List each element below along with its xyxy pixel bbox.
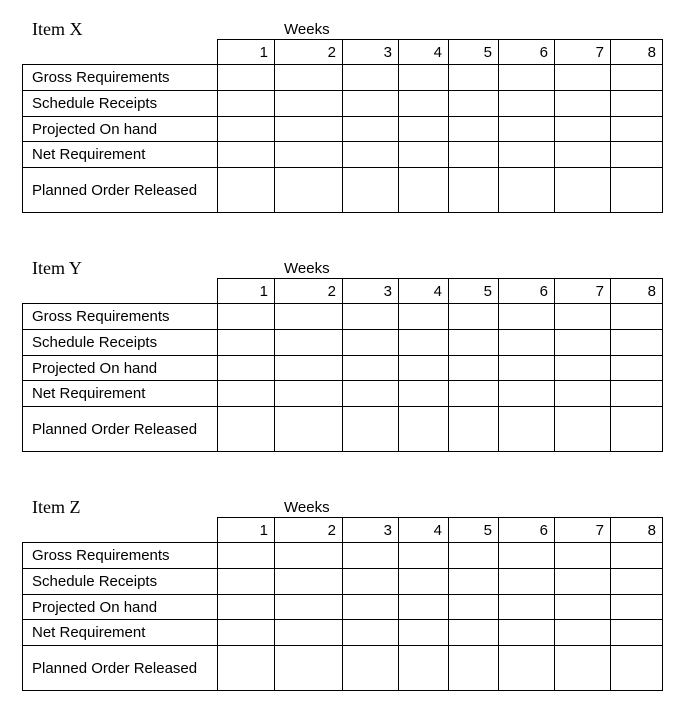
empty-cell [499, 91, 555, 117]
empty-cell [555, 168, 611, 213]
week-number: 3 [343, 40, 399, 65]
row-planned-order-released [23, 646, 663, 691]
empty-cell [555, 407, 611, 452]
week-number: 2 [275, 518, 343, 543]
empty-cell [611, 407, 663, 452]
empty-cell [611, 595, 663, 620]
row-label: Planned Order Released [23, 646, 218, 691]
empty-cell [275, 330, 343, 356]
empty-cell [499, 168, 555, 213]
empty-cell [611, 330, 663, 356]
empty-cell [499, 356, 555, 381]
empty-cell [555, 91, 611, 117]
row-net-requirement [23, 620, 663, 646]
empty-cell [499, 381, 555, 407]
blank-corner-cell [23, 40, 218, 65]
week-number: 7 [555, 518, 611, 543]
empty-cell [449, 407, 499, 452]
empty-cell [499, 595, 555, 620]
row-planned-order-released [23, 168, 663, 213]
empty-cell [275, 620, 343, 646]
weeks-label: Weeks [284, 499, 330, 516]
week-header-row [23, 518, 663, 543]
empty-cell [611, 117, 663, 142]
empty-cell [343, 168, 399, 213]
empty-cell [449, 381, 499, 407]
empty-cell [449, 620, 499, 646]
week-number: 1 [218, 518, 275, 543]
empty-cell [611, 142, 663, 168]
empty-cell [611, 543, 663, 569]
mrp-table [22, 278, 663, 452]
empty-cell [275, 381, 343, 407]
empty-cell [499, 646, 555, 691]
week-number: 5 [449, 518, 499, 543]
empty-cell [449, 65, 499, 91]
row-label: Schedule Receipts [23, 569, 218, 595]
item-title: Item Z [32, 497, 81, 517]
empty-cell [555, 569, 611, 595]
empty-cell [343, 620, 399, 646]
empty-cell [275, 595, 343, 620]
empty-cell [343, 595, 399, 620]
week-number: 4 [399, 279, 449, 304]
empty-cell [555, 620, 611, 646]
empty-cell [449, 543, 499, 569]
empty-cell [218, 91, 275, 117]
empty-cell [218, 168, 275, 213]
empty-cell [343, 646, 399, 691]
row-label: Gross Requirements [23, 304, 218, 330]
empty-cell [611, 91, 663, 117]
empty-cell [399, 304, 449, 330]
empty-cell [399, 569, 449, 595]
empty-cell [499, 620, 555, 646]
empty-cell [399, 65, 449, 91]
empty-cell [555, 304, 611, 330]
blank-corner-cell [23, 279, 218, 304]
week-number: 4 [399, 40, 449, 65]
row-label: Gross Requirements [23, 543, 218, 569]
row-projected-on-hand [23, 117, 663, 142]
empty-cell [449, 595, 499, 620]
row-projected-on-hand [23, 356, 663, 381]
empty-cell [499, 330, 555, 356]
empty-cell [611, 168, 663, 213]
empty-cell [611, 304, 663, 330]
row-net-requirement [23, 381, 663, 407]
week-number: 7 [555, 40, 611, 65]
empty-cell [399, 330, 449, 356]
empty-cell [399, 91, 449, 117]
empty-cell [449, 91, 499, 117]
mrp-item-block [0, 258, 683, 458]
empty-cell [611, 620, 663, 646]
row-planned-order-released [23, 407, 663, 452]
empty-cell [555, 381, 611, 407]
row-label: Schedule Receipts [23, 91, 218, 117]
empty-cell [275, 142, 343, 168]
empty-cell [218, 65, 275, 91]
empty-cell [343, 356, 399, 381]
item-title: Item X [32, 19, 83, 39]
row-label: Projected On hand [23, 595, 218, 620]
empty-cell [275, 168, 343, 213]
week-number: 6 [499, 40, 555, 65]
empty-cell [399, 117, 449, 142]
row-projected-on-hand [23, 595, 663, 620]
empty-cell [343, 569, 399, 595]
empty-cell [499, 304, 555, 330]
row-label: Gross Requirements [23, 65, 218, 91]
row-label: Net Requirement [23, 381, 218, 407]
empty-cell [555, 646, 611, 691]
empty-cell [449, 330, 499, 356]
row-schedule-receipts [23, 569, 663, 595]
empty-cell [449, 117, 499, 142]
row-label: Net Requirement [23, 620, 218, 646]
empty-cell [399, 407, 449, 452]
blank-corner-cell [23, 518, 218, 543]
week-header-row [23, 40, 663, 65]
week-number: 6 [499, 279, 555, 304]
empty-cell [275, 407, 343, 452]
row-gross-requirements [23, 304, 663, 330]
weeks-label: Weeks [284, 260, 330, 277]
week-number: 6 [499, 518, 555, 543]
empty-cell [343, 142, 399, 168]
empty-cell [555, 356, 611, 381]
empty-cell [399, 381, 449, 407]
empty-cell [343, 304, 399, 330]
empty-cell [449, 142, 499, 168]
empty-cell [343, 381, 399, 407]
empty-cell [449, 356, 499, 381]
empty-cell [343, 330, 399, 356]
empty-cell [218, 620, 275, 646]
mrp-table [22, 39, 663, 213]
empty-cell [399, 142, 449, 168]
empty-cell [343, 91, 399, 117]
empty-cell [399, 595, 449, 620]
row-label: Planned Order Released [23, 168, 218, 213]
empty-cell [449, 304, 499, 330]
empty-cell [218, 142, 275, 168]
empty-cell [218, 646, 275, 691]
empty-cell [275, 117, 343, 142]
empty-cell [555, 142, 611, 168]
empty-cell [275, 304, 343, 330]
mrp-item-block [0, 19, 683, 219]
empty-cell [499, 142, 555, 168]
week-number: 3 [343, 518, 399, 543]
empty-cell [449, 646, 499, 691]
empty-cell [611, 356, 663, 381]
row-schedule-receipts [23, 330, 663, 356]
empty-cell [218, 381, 275, 407]
empty-cell [499, 543, 555, 569]
week-number: 5 [449, 279, 499, 304]
empty-cell [218, 407, 275, 452]
weeks-label: Weeks [284, 21, 330, 38]
empty-cell [343, 65, 399, 91]
empty-cell [449, 569, 499, 595]
empty-cell [218, 569, 275, 595]
row-label: Projected On hand [23, 117, 218, 142]
empty-cell [275, 91, 343, 117]
empty-cell [343, 117, 399, 142]
empty-cell [499, 407, 555, 452]
empty-cell [275, 569, 343, 595]
mrp-item-block [0, 497, 683, 697]
week-number: 8 [611, 518, 663, 543]
week-number: 2 [275, 279, 343, 304]
empty-cell [611, 646, 663, 691]
week-number: 5 [449, 40, 499, 65]
empty-cell [399, 168, 449, 213]
week-number: 1 [218, 40, 275, 65]
empty-cell [275, 65, 343, 91]
empty-cell [218, 330, 275, 356]
empty-cell [275, 356, 343, 381]
row-label: Planned Order Released [23, 407, 218, 452]
empty-cell [275, 543, 343, 569]
week-number: 2 [275, 40, 343, 65]
week-number: 4 [399, 518, 449, 543]
mrp-table [22, 517, 663, 691]
empty-cell [611, 65, 663, 91]
empty-cell [499, 65, 555, 91]
row-gross-requirements [23, 543, 663, 569]
row-label: Net Requirement [23, 142, 218, 168]
week-number: 8 [611, 40, 663, 65]
row-schedule-receipts [23, 91, 663, 117]
empty-cell [218, 595, 275, 620]
empty-cell [399, 356, 449, 381]
empty-cell [399, 620, 449, 646]
empty-cell [449, 168, 499, 213]
week-number: 1 [218, 279, 275, 304]
row-label: Projected On hand [23, 356, 218, 381]
empty-cell [555, 117, 611, 142]
empty-cell [499, 117, 555, 142]
empty-cell [218, 117, 275, 142]
empty-cell [611, 569, 663, 595]
row-gross-requirements [23, 65, 663, 91]
empty-cell [343, 407, 399, 452]
empty-cell [218, 304, 275, 330]
row-label: Schedule Receipts [23, 330, 218, 356]
empty-cell [275, 646, 343, 691]
empty-cell [555, 65, 611, 91]
empty-cell [399, 646, 449, 691]
empty-cell [555, 595, 611, 620]
empty-cell [218, 356, 275, 381]
row-net-requirement [23, 142, 663, 168]
empty-cell [399, 543, 449, 569]
week-header-row [23, 279, 663, 304]
week-number: 7 [555, 279, 611, 304]
empty-cell [343, 543, 399, 569]
week-number: 3 [343, 279, 399, 304]
empty-cell [555, 543, 611, 569]
empty-cell [611, 381, 663, 407]
empty-cell [218, 543, 275, 569]
empty-cell [499, 569, 555, 595]
week-number: 8 [611, 279, 663, 304]
empty-cell [555, 330, 611, 356]
item-title: Item Y [32, 258, 82, 278]
